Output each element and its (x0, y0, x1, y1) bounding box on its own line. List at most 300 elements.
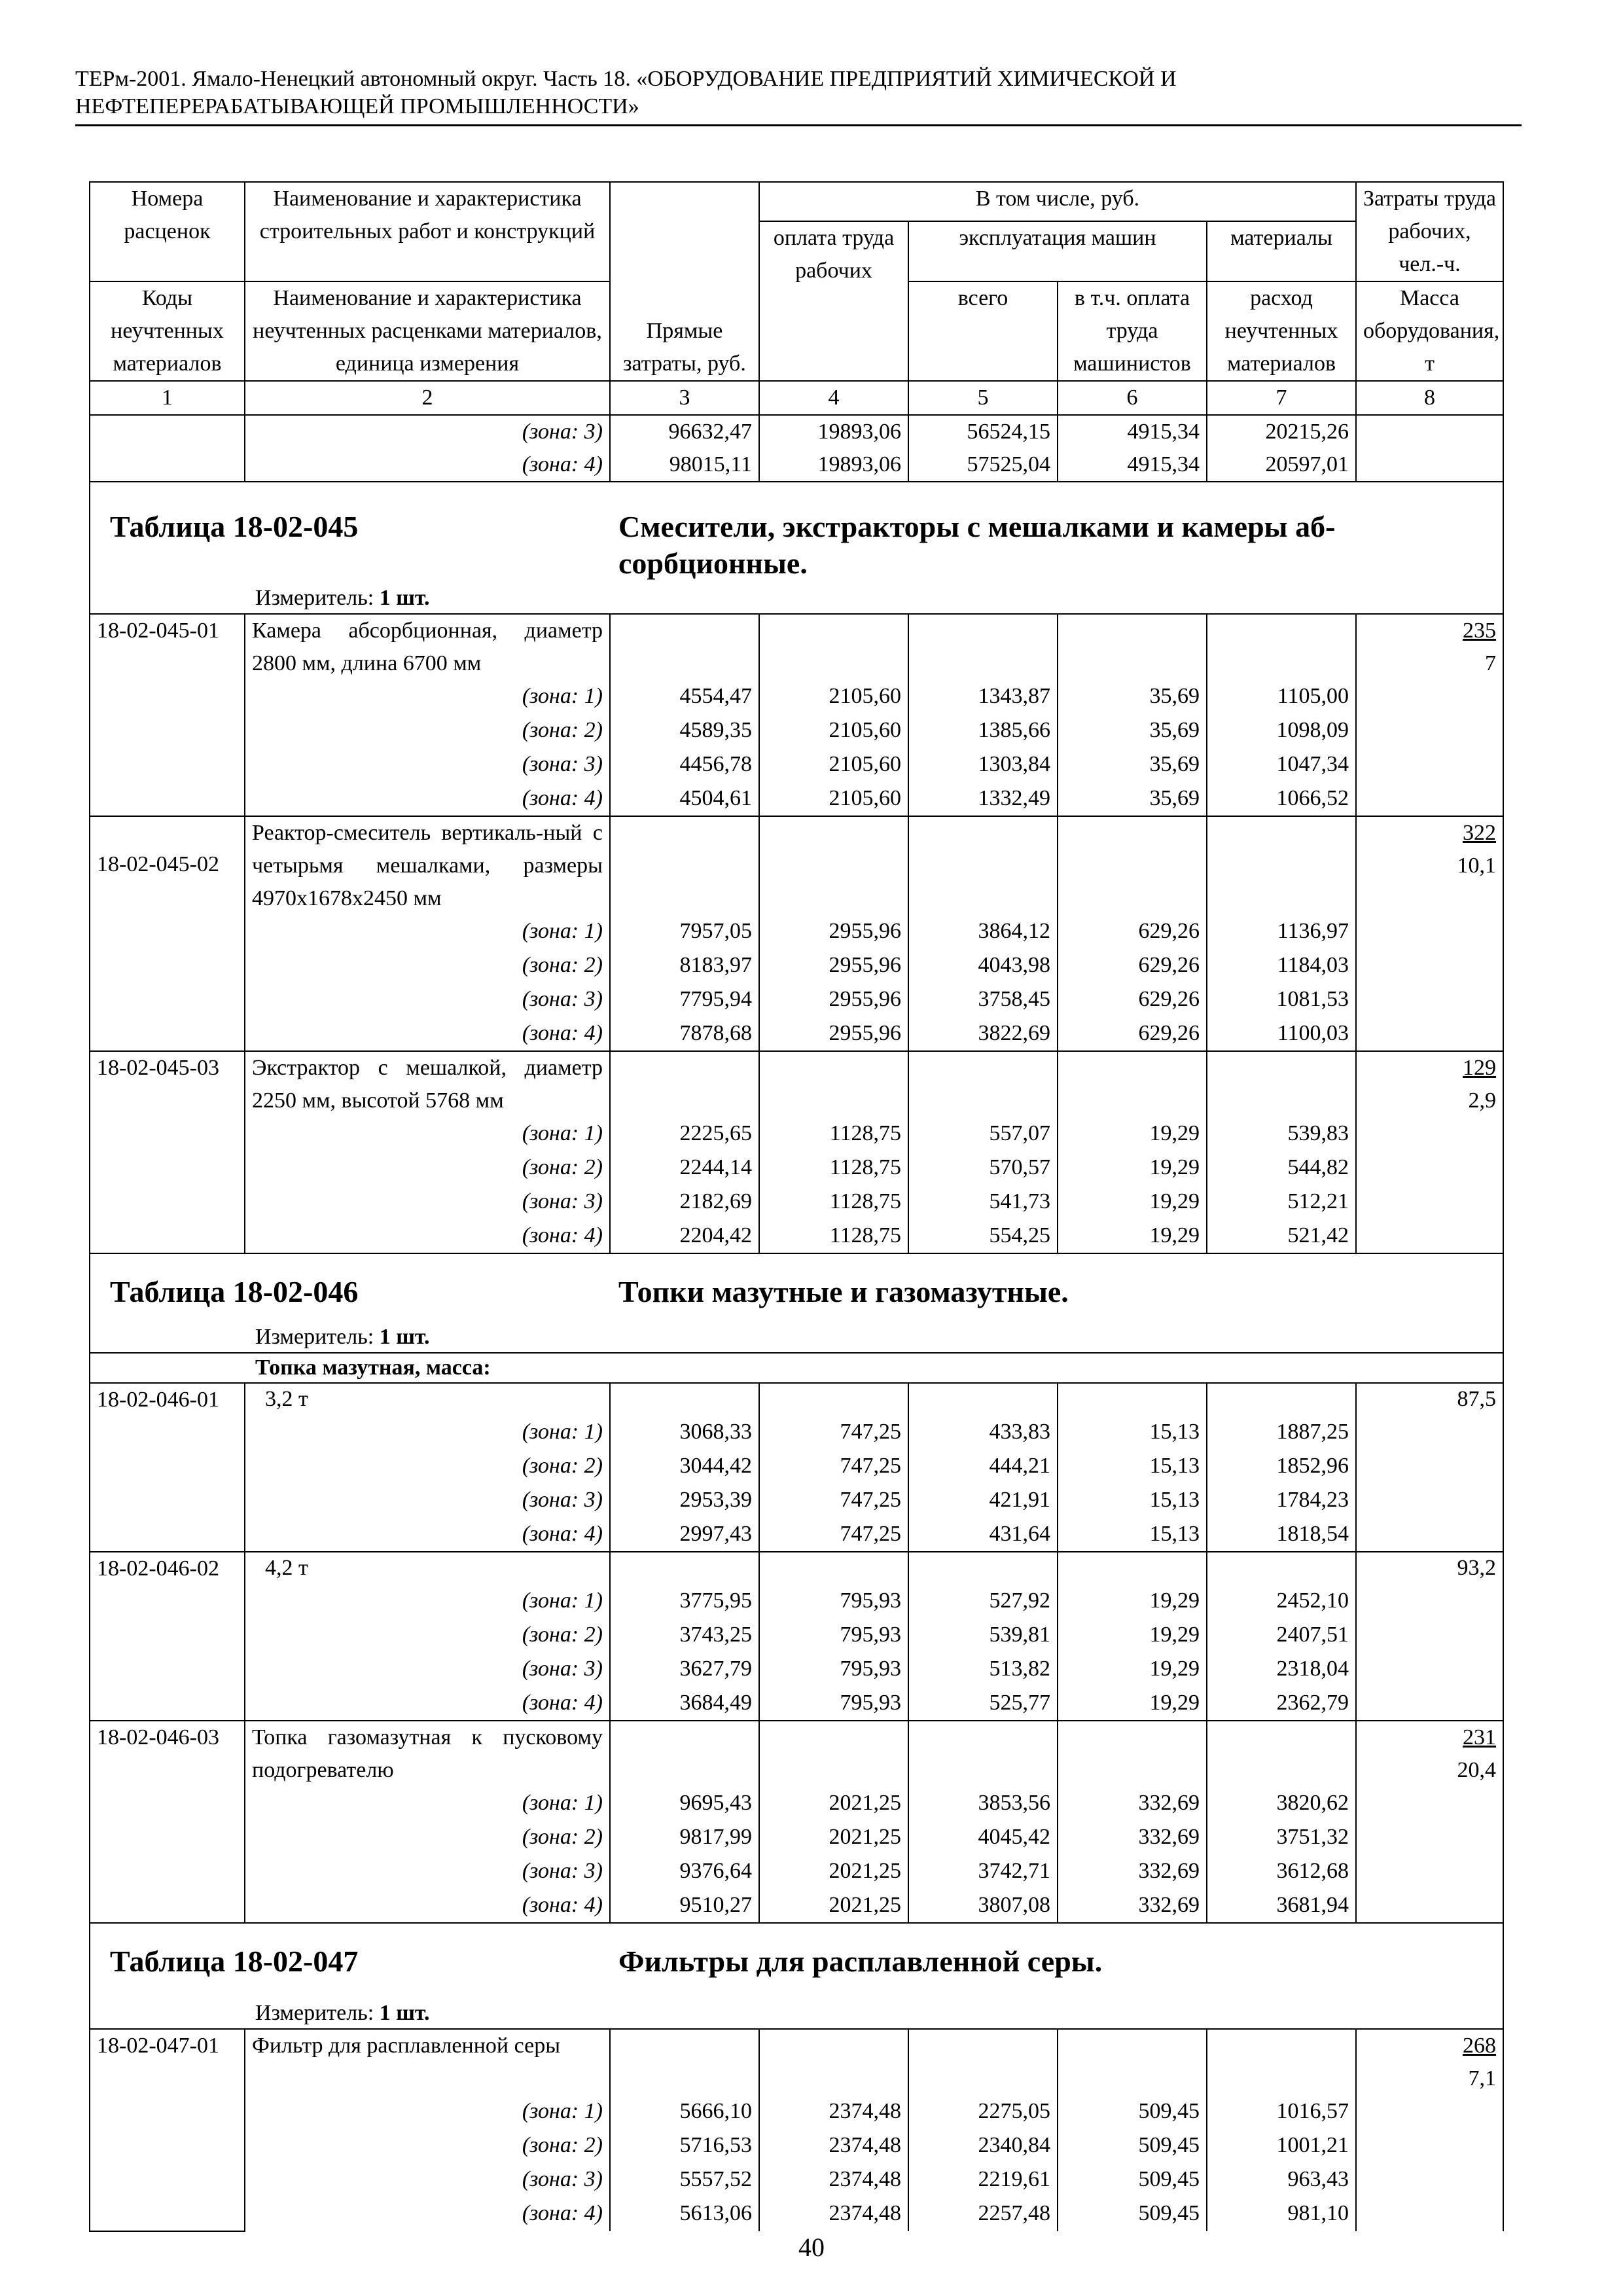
item-name: Топка газомазутная к пусковому подогревателю (245, 1721, 610, 1787)
zone-row (90, 1416, 1503, 1450)
table-title-line-1: Смесители, экстракторы с мешалками и камеры аб- (618, 510, 1336, 543)
th-material-codes: Коды неучтенных материалов (90, 281, 245, 381)
materials-value: 1784,23 (1207, 1484, 1356, 1518)
direct-cost-value: 2204,42 (610, 1219, 759, 1253)
machines-value: 1303,84 (908, 748, 1058, 782)
labor-pay-value: 747,25 (759, 1416, 908, 1450)
item-row (90, 2029, 1503, 2095)
operators-pay-value: 19,29 (1058, 1117, 1207, 1151)
zone-row (90, 748, 1503, 782)
operators-pay-value: 332,69 (1058, 1855, 1207, 1889)
machines-value: 2219,61 (908, 2163, 1058, 2197)
item-name: 3,2 т (245, 1383, 610, 1416)
direct-cost-value: 3068,33 (610, 1416, 759, 1450)
empty-cell (1058, 2029, 1207, 2095)
empty-cell (1207, 1552, 1356, 1585)
labor-cell-empty (1356, 2163, 1503, 2197)
section-header (90, 482, 1503, 614)
zone-row (90, 782, 1503, 816)
table-body (90, 415, 1503, 2231)
zone-row (90, 2163, 1503, 2197)
zone-row (90, 983, 1503, 1017)
rates-table (89, 181, 1504, 2232)
zone-label: (зона: 1) (245, 2095, 610, 2129)
empty-cell (1207, 1383, 1356, 1416)
code-cell-empty (90, 415, 245, 448)
labor-cell-empty (1356, 1117, 1503, 1151)
zone-row (90, 1855, 1503, 1889)
th-materials: материалы (1207, 221, 1356, 281)
operators-pay-value: 332,69 (1058, 1821, 1207, 1855)
labor-hours: 235 (1463, 619, 1496, 643)
labor-cell-empty (1356, 1619, 1503, 1653)
table-title (618, 1943, 1482, 1980)
column-number: 2 (245, 381, 610, 415)
empty-cell (759, 614, 908, 680)
rate-code: 18-02-047-01 (90, 2029, 245, 2231)
zone-row (90, 1117, 1503, 1151)
labor-cell-empty (1356, 448, 1503, 482)
labor-pay-value: 2374,48 (759, 2163, 908, 2197)
zone-row (90, 1185, 1503, 1219)
labor-cell-empty (1356, 1821, 1503, 1855)
zone-row (90, 1889, 1503, 1923)
labor-cell-empty (1356, 1017, 1503, 1051)
operators-pay-value: 509,45 (1058, 2197, 1207, 2231)
labor-value: 87,5 (1457, 1387, 1496, 1411)
operators-pay-value: 15,13 (1058, 1518, 1207, 1552)
labor-pay-value: 2955,96 (759, 915, 908, 949)
column-number: 5 (908, 381, 1058, 415)
machines-value: 525,77 (908, 1687, 1058, 1721)
operators-pay-value: 629,26 (1058, 1017, 1207, 1051)
materials-value: 963,43 (1207, 2163, 1356, 2197)
zone-label: (зона: 3) (245, 1855, 610, 1889)
th-work-name: Наименование и характеристика строительных работ и конструкций (245, 182, 610, 281)
materials-value: 20597,01 (1207, 448, 1356, 482)
zone-row (90, 2129, 1503, 2163)
machines-value: 3853,56 (908, 1787, 1058, 1821)
materials-value: 3681,94 (1207, 1889, 1356, 1923)
th-labor-pay: оплата труда рабочих (759, 221, 908, 381)
item-row (90, 614, 1503, 680)
measure (255, 584, 430, 612)
operators-pay-value: 15,13 (1058, 1416, 1207, 1450)
th-direct-costs: Прямые затраты, руб. (610, 182, 759, 381)
labor-cell-empty (1356, 1585, 1503, 1619)
zone-label: (зона: 2) (245, 2129, 610, 2163)
table-title-line-1: Фильтры для расплавленной серы. (618, 1945, 1103, 1978)
labor-cell-empty (1356, 2197, 1503, 2231)
zone-row (90, 448, 1503, 482)
operators-pay-value: 4915,34 (1058, 448, 1207, 482)
labor-pay-value: 747,25 (759, 1450, 908, 1484)
labor-pay-value: 747,25 (759, 1518, 908, 1552)
item-name: Экстрактор с мешалкой, диаметр 2250 мм, высотой 5768 мм (245, 1051, 610, 1117)
machines-value: 421,91 (908, 1484, 1058, 1518)
labor-costs (1356, 614, 1503, 680)
materials-value: 1016,57 (1207, 2095, 1356, 2129)
labor-pay-value: 795,93 (759, 1585, 908, 1619)
direct-cost-value: 2997,43 (610, 1518, 759, 1552)
section-header-content (90, 482, 1503, 613)
labor-cell-empty (1356, 2129, 1503, 2163)
operators-pay-value: 15,13 (1058, 1450, 1207, 1484)
labor-cell-empty (1356, 949, 1503, 983)
table-label: Таблица 18-02-047 (110, 1945, 359, 1978)
zone-label: (зона: 1) (245, 1416, 610, 1450)
labor-pay-value: 2374,48 (759, 2129, 908, 2163)
direct-cost-value: 7795,94 (610, 983, 759, 1017)
zone-row (90, 1219, 1503, 1253)
empty-cell (610, 2029, 759, 2095)
labor-pay-value: 2955,96 (759, 949, 908, 983)
rate-code: 18-02-046-02 (90, 1552, 245, 1721)
machines-value: 431,64 (908, 1518, 1058, 1552)
direct-cost-value: 3044,42 (610, 1450, 759, 1484)
labor-pay-value: 2105,60 (759, 714, 908, 748)
empty-cell (908, 1051, 1058, 1117)
empty-cell (1058, 816, 1207, 915)
labor-pay-value: 747,25 (759, 1484, 908, 1518)
operators-pay-value: 629,26 (1058, 983, 1207, 1017)
zone-label: (зона: 2) (245, 949, 610, 983)
operators-pay-value: 629,26 (1058, 915, 1207, 949)
direct-cost-value: 2953,39 (610, 1484, 759, 1518)
labor-cell-empty (1356, 1450, 1503, 1484)
empty-cell (1207, 1051, 1356, 1117)
materials-value: 1100,03 (1207, 1017, 1356, 1051)
rate-code: 18-02-045-01 (90, 614, 245, 816)
materials-value: 2362,79 (1207, 1687, 1356, 1721)
empty-cell (759, 1552, 908, 1585)
direct-cost-value: 3627,79 (610, 1653, 759, 1687)
zone-row (90, 1484, 1503, 1518)
empty-cell (1058, 1383, 1207, 1416)
materials-value: 1105,00 (1207, 680, 1356, 714)
machines-value: 1385,66 (908, 714, 1058, 748)
zone-label: (зона: 4) (245, 1518, 610, 1552)
materials-value: 1136,97 (1207, 915, 1356, 949)
th-rate-numbers: Номера расценок (90, 182, 245, 281)
operators-pay-value: 509,45 (1058, 2095, 1207, 2129)
zone-label: (зона: 2) (245, 1619, 610, 1653)
column-number: 3 (610, 381, 759, 415)
direct-cost-value: 5666,10 (610, 2095, 759, 2129)
labor-pay-value: 1128,75 (759, 1151, 908, 1185)
rate-code: 18-02-045-02 (90, 816, 245, 1051)
zone-label: (зона: 3) (245, 1484, 610, 1518)
operators-pay-value: 35,69 (1058, 680, 1207, 714)
machines-value: 444,21 (908, 1450, 1058, 1484)
zone-row (90, 1450, 1503, 1484)
machines-value: 3758,45 (908, 983, 1058, 1017)
section-header-content (90, 1924, 1503, 2028)
direct-cost-value: 5557,52 (610, 2163, 759, 2197)
item-row (90, 1383, 1503, 1416)
th-operators-pay: в т.ч. оплата труда машинистов (1058, 281, 1207, 381)
item-row (90, 1721, 1503, 1787)
labor-pay-value: 2021,25 (759, 1787, 908, 1821)
column-number: 7 (1207, 381, 1356, 415)
machines-value: 4043,98 (908, 949, 1058, 983)
zone-label: (зона: 1) (245, 1787, 610, 1821)
materials-value: 2318,04 (1207, 1653, 1356, 1687)
empty-cell (610, 1383, 759, 1416)
labor-cell-empty (1356, 748, 1503, 782)
empty-cell (610, 614, 759, 680)
operators-pay-value: 629,26 (1058, 949, 1207, 983)
operators-pay-value: 35,69 (1058, 782, 1207, 816)
zone-row (90, 680, 1503, 714)
empty-cell (1058, 1552, 1207, 1585)
measure (255, 2000, 430, 2027)
column-number: 8 (1356, 381, 1503, 415)
zone-label: (зона: 1) (245, 1117, 610, 1151)
machines-value: 513,82 (908, 1653, 1058, 1687)
operators-pay-value: 332,69 (1058, 1889, 1207, 1923)
labor-cell-empty (1356, 1889, 1503, 1923)
zone-row (90, 1619, 1503, 1653)
labor-pay-value: 1128,75 (759, 1117, 908, 1151)
materials-value: 1818,54 (1207, 1518, 1356, 1552)
labor-pay-value: 19893,06 (759, 415, 908, 448)
operators-pay-value: 509,45 (1058, 2163, 1207, 2197)
labor-cell-empty (1356, 1185, 1503, 1219)
machines-value: 541,73 (908, 1185, 1058, 1219)
operators-pay-value: 4915,34 (1058, 415, 1207, 448)
zone-label: (зона: 3) (245, 1185, 610, 1219)
labor-cell-empty (1356, 915, 1503, 949)
machines-value: 56524,15 (908, 415, 1058, 448)
labor-pay-value: 2021,25 (759, 1855, 908, 1889)
direct-cost-value: 2182,69 (610, 1185, 759, 1219)
labor-pay-value: 2374,48 (759, 2095, 908, 2129)
labor-costs (1356, 816, 1503, 915)
equipment-mass: 2,9 (1468, 1088, 1496, 1113)
labor-pay-value: 1128,75 (759, 1185, 908, 1219)
direct-cost-value: 9510,27 (610, 1889, 759, 1923)
empty-cell (610, 816, 759, 915)
operators-pay-value: 19,29 (1058, 1219, 1207, 1253)
machines-value: 57525,04 (908, 448, 1058, 482)
equipment-mass: 20,4 (1457, 1758, 1496, 1782)
table-title (618, 1274, 1482, 1310)
direct-cost-value: 96632,47 (610, 415, 759, 448)
machines-value: 4045,42 (908, 1821, 1058, 1855)
zone-row (90, 2095, 1503, 2129)
operators-pay-value: 19,29 (1058, 1151, 1207, 1185)
labor-pay-value: 19893,06 (759, 448, 908, 482)
zone-row (90, 1821, 1503, 1855)
zone-label: (зона: 2) (245, 1151, 610, 1185)
empty-cell (908, 1383, 1058, 1416)
labor-pay-value: 2955,96 (759, 983, 908, 1017)
equipment-mass: 7,1 (1468, 2066, 1496, 2090)
materials-value: 1001,21 (1207, 2129, 1356, 2163)
machines-value: 2340,84 (908, 2129, 1058, 2163)
empty-cell (610, 1552, 759, 1585)
labor-pay-value: 1128,75 (759, 1219, 908, 1253)
equipment-mass: 7 (1485, 651, 1496, 675)
machines-value: 2275,05 (908, 2095, 1058, 2129)
direct-cost-value: 8183,97 (610, 949, 759, 983)
machines-value: 1332,49 (908, 782, 1058, 816)
measure (255, 1323, 430, 1351)
empty-cell (759, 816, 908, 915)
table-title-line-1: Топки мазутные и газомазутные. (618, 1275, 1069, 1308)
labor-cell-empty (1356, 1518, 1503, 1552)
machines-value: 3742,71 (908, 1855, 1058, 1889)
labor-cell-empty (1356, 714, 1503, 748)
header-line-2: НЕФТЕПЕРЕРАБАТЫВАЮЩЕЙ ПРОМЫШЛЕННОСТИ» (75, 94, 639, 118)
zone-row (90, 714, 1503, 748)
rate-code: 18-02-045-03 (90, 1051, 245, 1253)
empty-cell (610, 1051, 759, 1117)
empty-cell (1207, 614, 1356, 680)
column-number: 1 (90, 381, 245, 415)
labor-costs (1356, 2029, 1503, 2095)
section-header-row (90, 1253, 1503, 1353)
column-number: 6 (1058, 381, 1207, 415)
measure-label: Измеритель: (255, 1325, 374, 1349)
zone-label: (зона: 3) (245, 415, 610, 448)
measure-value: 1 шт. (379, 2001, 430, 2025)
zone-label: (зона: 3) (245, 1653, 610, 1687)
materials-value: 981,10 (1207, 2197, 1356, 2231)
th-labor-costs: Затраты труда рабочих, чел.-ч. (1356, 182, 1503, 281)
zone-row (90, 949, 1503, 983)
empty-cell (1058, 1051, 1207, 1117)
materials-value: 512,21 (1207, 1185, 1356, 1219)
direct-cost-value: 9695,43 (610, 1787, 759, 1821)
empty-cell (610, 1721, 759, 1787)
labor-cell-empty (1356, 1484, 1503, 1518)
direct-cost-value: 2244,14 (610, 1151, 759, 1185)
materials-value: 539,83 (1207, 1117, 1356, 1151)
materials-value: 1852,96 (1207, 1450, 1356, 1484)
operators-pay-value: 19,29 (1058, 1653, 1207, 1687)
materials-value: 1098,09 (1207, 714, 1356, 748)
materials-value: 1081,53 (1207, 983, 1356, 1017)
machines-value: 2257,48 (908, 2197, 1058, 2231)
direct-cost-value: 4589,35 (610, 714, 759, 748)
th-including: В том числе, руб. (759, 182, 1356, 221)
section-header-row (90, 1923, 1503, 2029)
materials-value: 3612,68 (1207, 1855, 1356, 1889)
labor-costs (1356, 1383, 1503, 1416)
machines-value: 557,07 (908, 1117, 1058, 1151)
th-equipment-mass: Масса оборудования, т (1356, 281, 1503, 381)
labor-cell-empty (1356, 2095, 1503, 2129)
section-header-row (90, 482, 1503, 614)
labor-cell-empty (1356, 782, 1503, 816)
materials-value: 20215,26 (1207, 415, 1356, 448)
machines-value: 433,83 (908, 1416, 1058, 1450)
item-row (90, 1552, 1503, 1585)
direct-cost-value: 98015,11 (610, 448, 759, 482)
labor-pay-value: 2105,60 (759, 680, 908, 714)
direct-cost-value: 3684,49 (610, 1687, 759, 1721)
zone-row (90, 1518, 1503, 1552)
zone-label: (зона: 4) (245, 782, 610, 816)
operators-pay-value: 19,29 (1058, 1619, 1207, 1653)
zone-label: (зона: 3) (245, 748, 610, 782)
measure-label: Измеритель: (255, 2001, 374, 2025)
zone-row (90, 2197, 1503, 2231)
machines-value: 3822,69 (908, 1017, 1058, 1051)
materials-value: 2452,10 (1207, 1585, 1356, 1619)
zone-row (90, 915, 1503, 949)
table-label: Таблица 18-02-046 (110, 1275, 359, 1308)
empty-cell (759, 1383, 908, 1416)
machines-value: 527,92 (908, 1585, 1058, 1619)
th-machines: эксплуатация машин (908, 221, 1207, 281)
rate-code: 18-02-046-01 (90, 1383, 245, 1552)
item-row (90, 816, 1503, 915)
materials-value: 1066,52 (1207, 782, 1356, 816)
operators-pay-value: 35,69 (1058, 748, 1207, 782)
zone-label: (зона: 4) (245, 1889, 610, 1923)
labor-hours: 268 (1463, 2034, 1496, 2058)
table-title (618, 509, 1482, 582)
zone-label: (зона: 2) (245, 1821, 610, 1855)
empty-cell (908, 816, 1058, 915)
operators-pay-value: 509,45 (1058, 2129, 1207, 2163)
item-name: 4,2 т (245, 1552, 610, 1585)
zone-row (90, 1653, 1503, 1687)
empty-cell (1207, 1721, 1356, 1787)
section-header (90, 1923, 1503, 2029)
materials-value: 3751,32 (1207, 1821, 1356, 1855)
labor-costs (1356, 1721, 1503, 1787)
zone-label: (зона: 3) (245, 983, 610, 1017)
materials-value: 1184,03 (1207, 949, 1356, 983)
direct-cost-value: 4504,61 (610, 782, 759, 816)
direct-cost-value: 3775,95 (610, 1585, 759, 1619)
empty-cell (1058, 1721, 1207, 1787)
equipment-mass: 10,1 (1457, 853, 1496, 878)
document-header (75, 65, 1522, 126)
empty-cell (759, 1721, 908, 1787)
subheader-row (90, 1353, 1503, 1383)
zone-label: (зона: 4) (245, 448, 610, 482)
table-header (90, 182, 1503, 415)
materials-value: 544,82 (1207, 1151, 1356, 1185)
measure-label: Измеритель: (255, 586, 374, 610)
operators-pay-value: 332,69 (1058, 1787, 1207, 1821)
zone-label: (зона: 2) (245, 1450, 610, 1484)
zone-label: (зона: 2) (245, 714, 610, 748)
item-row (90, 1051, 1503, 1117)
machines-value: 539,81 (908, 1619, 1058, 1653)
empty-cell (908, 1552, 1058, 1585)
table-title-line-2: сорбционные. (618, 547, 808, 580)
zone-label: (зона: 1) (245, 915, 610, 949)
page-number: 40 (798, 2233, 825, 2262)
labor-cell-empty (1356, 983, 1503, 1017)
empty-cell (1058, 614, 1207, 680)
labor-cell-empty (1356, 1219, 1503, 1253)
labor-pay-value: 2374,48 (759, 2197, 908, 2231)
empty-cell (759, 2029, 908, 2095)
operators-pay-value: 35,69 (1058, 714, 1207, 748)
materials-value: 521,42 (1207, 1219, 1356, 1253)
zone-row (90, 1017, 1503, 1051)
zone-label: (зона: 3) (245, 2163, 610, 2197)
zone-row (90, 1687, 1503, 1721)
column-numbers-row (90, 381, 1503, 415)
